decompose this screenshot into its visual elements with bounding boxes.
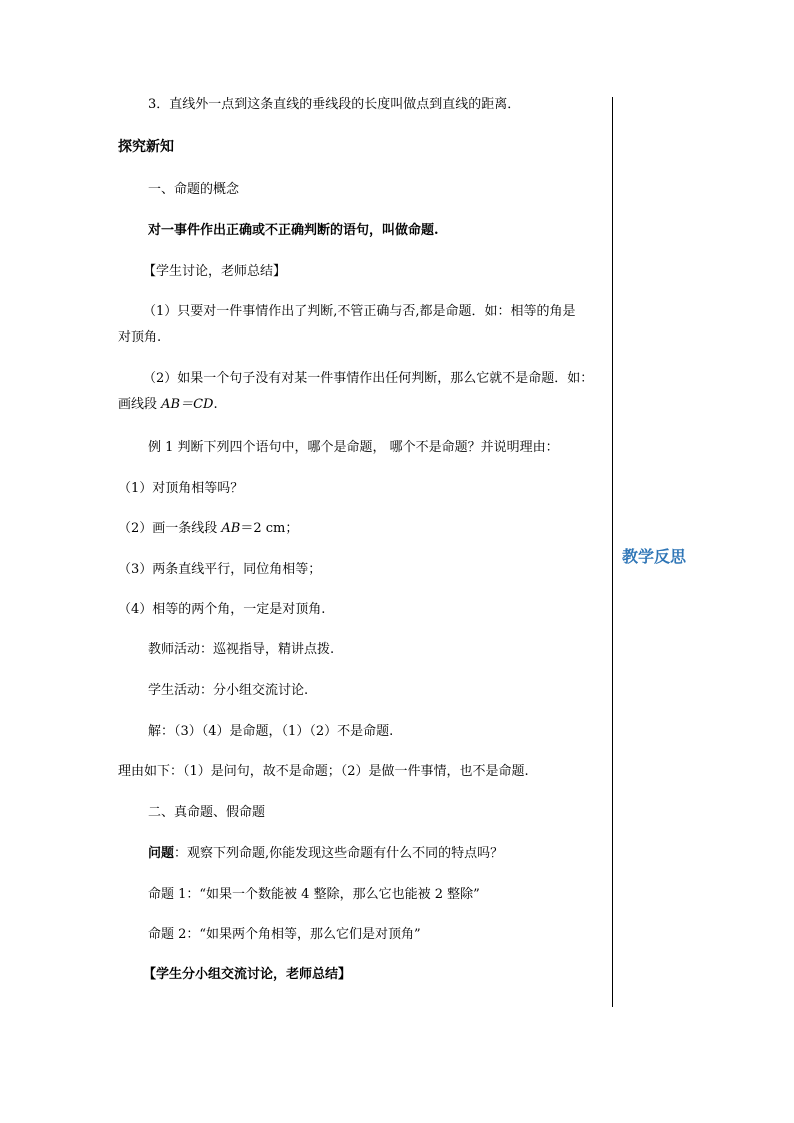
note-2-expression: AB＝CD (161, 397, 214, 412)
solution: 解：（3）（4）是命题，（1）（2）不是命题. (148, 724, 394, 739)
question-text: ：观察下列命题,你能发现这些命题有什么不同的特点吗？ (174, 846, 504, 861)
proposition-2: 命题 2：“如果两个角相等，那么它们是对顶角” (148, 927, 421, 942)
intro-item-3: 3．直线外一点到这条直线的垂线段的长度叫做点到直线的距离． (148, 97, 521, 112)
part1-heading: 一、命题的概念 (148, 182, 240, 197)
discussion-note: 【学生讨论，老师总结】 (143, 264, 287, 279)
question (148, 845, 503, 863)
reason: 理由如下：（1）是问句，故不是命题；（2）是做一件事情，也不是命题. (118, 764, 529, 779)
question-label: 问题 (148, 846, 175, 861)
example-item-3: （3）两条直线平行，同位角相等； (118, 562, 322, 577)
part2-heading: 二、真命题、假命题 (148, 805, 266, 820)
group-discussion-note: 【学生分小组交流讨论，老师总结】 (143, 967, 352, 982)
note-2-line-2 (118, 396, 218, 414)
example-item-2-expression: AB (221, 521, 241, 536)
section-title: 探究新知 (118, 139, 174, 155)
note-2-prefix: 画线段 (118, 397, 162, 412)
example-item-4: （4）相等的两个角，一定是对顶角. (118, 602, 326, 617)
note-2-line-1: （2）如果一个句子没有对某一件事情作出任何判断，那么它就不是命题．如： (143, 371, 594, 386)
example-item-2 (118, 520, 298, 538)
teaching-reflection-label: 教学反思 (622, 547, 687, 566)
example-item-2-prefix: （2）画一条线段 (118, 521, 222, 536)
note-1-line-2: 对顶角. (118, 330, 162, 345)
student-activity: 学生活动：分小组交流讨论. (148, 683, 309, 698)
note-1-line-1: （1）只要对一件事情作出了判断,不管正确与否,都是命题．如：相等的角是 (143, 304, 576, 319)
example-item-2-suffix: ＝2 cm； (240, 521, 299, 536)
teacher-activity: 教师活动：巡视指导，精讲点拨. (148, 642, 335, 657)
proposition-1: 命题 1：“如果一个数能被 4 整除，那么它也能被 2 整除” (148, 887, 480, 902)
column-divider (612, 97, 613, 1007)
note-2-suffix: . (213, 397, 218, 412)
proposition-definition: 对一事件作出正确或不正确判断的语句，叫做命题. (148, 223, 439, 238)
example-item-1: （1）对顶角相等吗？ (118, 481, 244, 496)
example-1-intro: 例 1 判断下列四个语句中，哪个是命题， 哪个不是命题？并说明理由： (148, 440, 559, 455)
